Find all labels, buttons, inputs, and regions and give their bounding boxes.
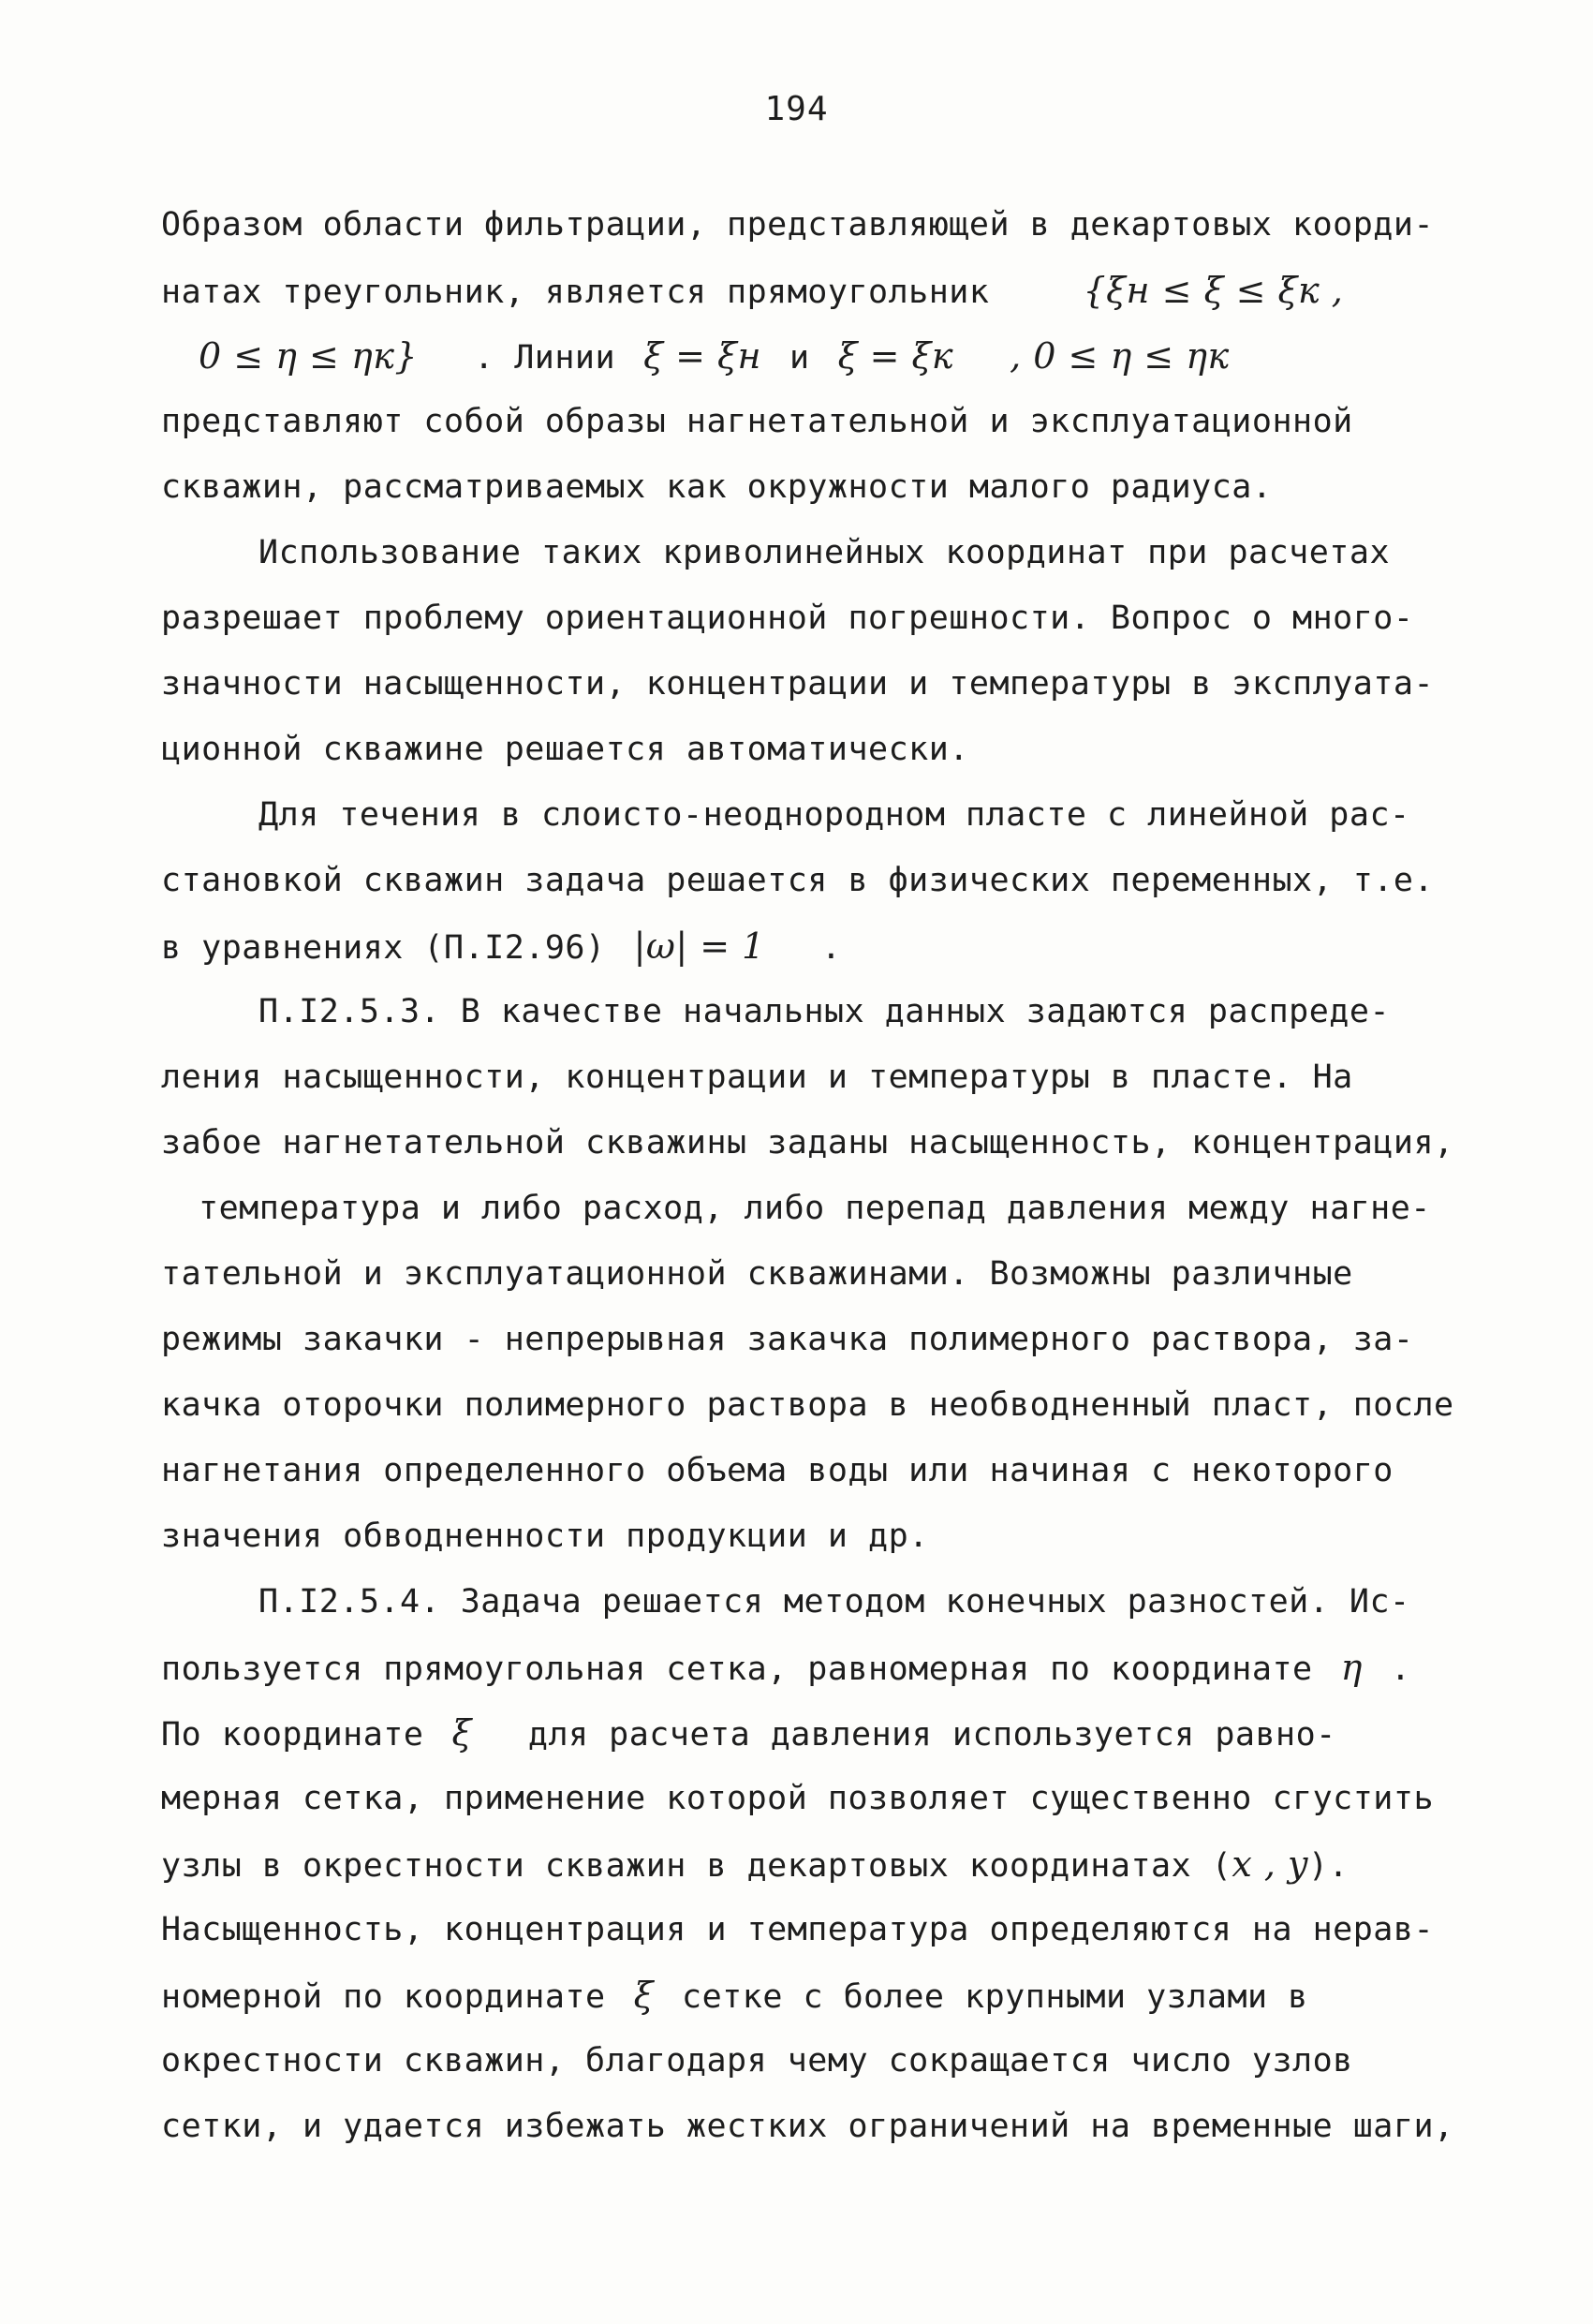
text-line: П.I2.5.3. В качестве начальных данных задаются распреде- [258,993,1391,1030]
text-line: Использование таких криволинейных координат при расчетах [258,534,1391,571]
formula: ξ = ξн [643,335,761,377]
text-line: температура и либо расход, либо перепад давления между нагне- [199,1190,1431,1227]
text-line: нагнетания определенного объема воды или начиная с некоторого [161,1452,1394,1489]
text-line: пользуется прямоугольная сетка, равномерная по координате η . [161,1647,1411,1688]
formula: ξ = ξк [837,335,954,377]
text-line: Образом области фильтрации, представляющей в декартовых коорди- [161,206,1435,244]
formula: |ω| = 1 [633,925,765,967]
text-line: режимы закачки - непрерывная закачка полимерного раствора, за- [161,1321,1414,1358]
text-line: ления насыщенности, концентрации и температуры в пласте. На [161,1058,1353,1096]
text-line: натах треугольник, является прямоугольник {ξн ≤ ξ ≤ ξк , [161,270,1344,311]
text-line: ционной скважине решается автоматически. [161,731,969,768]
formula: ξ [633,1975,655,2016]
text-line: тательной и эксплуатационной скважинами. Возможны различные [161,1255,1353,1293]
text-line: значения обводненности продукции и др. [161,1517,929,1555]
formula: 0 ≤ η ≤ ηк} [199,335,419,377]
body-text [161,192,1472,2159]
text-line: значности насыщенности, концентрации и температуры в эксплуата- [161,665,1435,703]
text-line: сетки, и удается избежать жестких ограничений на временные шаги, [161,2108,1454,2145]
text-line: представляют собой образы нагнетательной и эксплуатационной [161,403,1353,440]
text-line: Насыщенность, концентрация и температура определяются на нерав- [161,1911,1435,1948]
text-line: мерная сетка, применение которой позволяет существенно сгустить [161,1780,1435,1817]
formula: {ξн ≤ ξ ≤ ξк , [1083,270,1344,311]
text-line: П.I2.5.4. Задача решается методом конечных разностей. Ис- [258,1583,1410,1621]
formula: x , y [1232,1843,1308,1885]
formula: ξ [451,1712,472,1754]
formula: η [1340,1647,1363,1688]
text-line: скважин, рассматриваемых как окружности малого радиуса. [161,468,1273,506]
text-line: забое нагнетательной скважины заданы насыщенность, концентрация, [161,1124,1454,1162]
formula: , 0 ≤ η ≤ ηк [1010,335,1230,377]
text-line: качка оторочки полимерного раствора в необводненный пласт, после [161,1386,1454,1424]
text-line: окрестности скважин, благодаря чему сокращается число узлов [161,2042,1353,2080]
text-line: номерной по координате ξ сетке с более крупными узлами в [161,1975,1308,2016]
text-line: в уравнениях (П.I2.96) |ω| = 1 . [161,925,842,967]
text-line: 0 ≤ η ≤ ηк} . Линии ξ = ξн и ξ = ξк , 0 ≤ η ≤ ηк [199,335,1230,377]
text-line: разрешает проблему ориентационной погрешности. Вопрос о много- [161,600,1414,637]
page-number: 194 [764,90,829,128]
text-line: узлы в окрестности скважин в декартовых координатах (x , y). [161,1843,1350,1885]
text-line: становкой скважин задача решается в физических переменных, т.е. [161,862,1435,899]
text-line: По координате ξ для расчета давления используется равно- [161,1712,1336,1754]
text-line: Для течения в слоисто-неоднородном пласте с линейной рас- [258,796,1410,834]
